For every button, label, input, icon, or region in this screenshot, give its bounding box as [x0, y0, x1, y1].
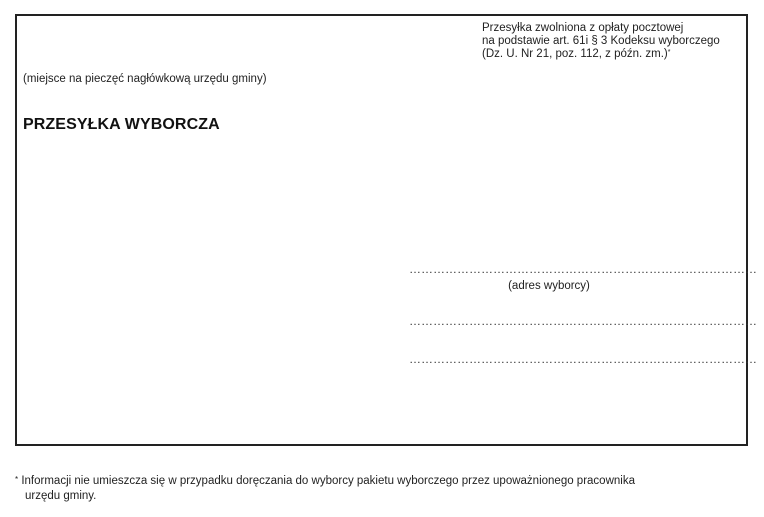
postage-note-line-3-text: (Dz. U. Nr 21, poz. 112, z późn. zm.): [482, 48, 668, 60]
page-title: PRZESYŁKA WYBORCZA: [23, 116, 220, 133]
postage-note-line-1: Przesyłka zwolniona z opłaty pocztowej: [482, 22, 684, 34]
address-line-1: ……………………………………………………………………………: [409, 262, 757, 276]
postage-note-line-2: na podstawie art. 61i § 3 Kodeksu wyborczego: [482, 35, 720, 47]
footnote-marker: *: [15, 475, 19, 484]
postage-note-line-3: [482, 48, 720, 61]
postage-note-marker: *: [667, 49, 671, 56]
address-line-3: ……………………………………………………………………………: [409, 352, 757, 366]
address-label: (adres wyborcy): [508, 280, 590, 292]
address-line-2: ……………………………………………………………………………: [409, 314, 757, 328]
postage-exemption-note: [482, 22, 720, 61]
stamp-placeholder-label: (miejsce na pieczęć nagłówkową urzędu gminy): [23, 73, 267, 85]
footnote-line-1: Informacji nie umieszcza się w przypadku doręczania do wyborcy pakietu wyborczego przez upoważnionego pracownika: [21, 475, 635, 487]
envelope-frame: [15, 14, 757, 446]
footnote-line-2: urzędu gminy.: [25, 490, 97, 502]
footnote: [15, 474, 755, 504]
